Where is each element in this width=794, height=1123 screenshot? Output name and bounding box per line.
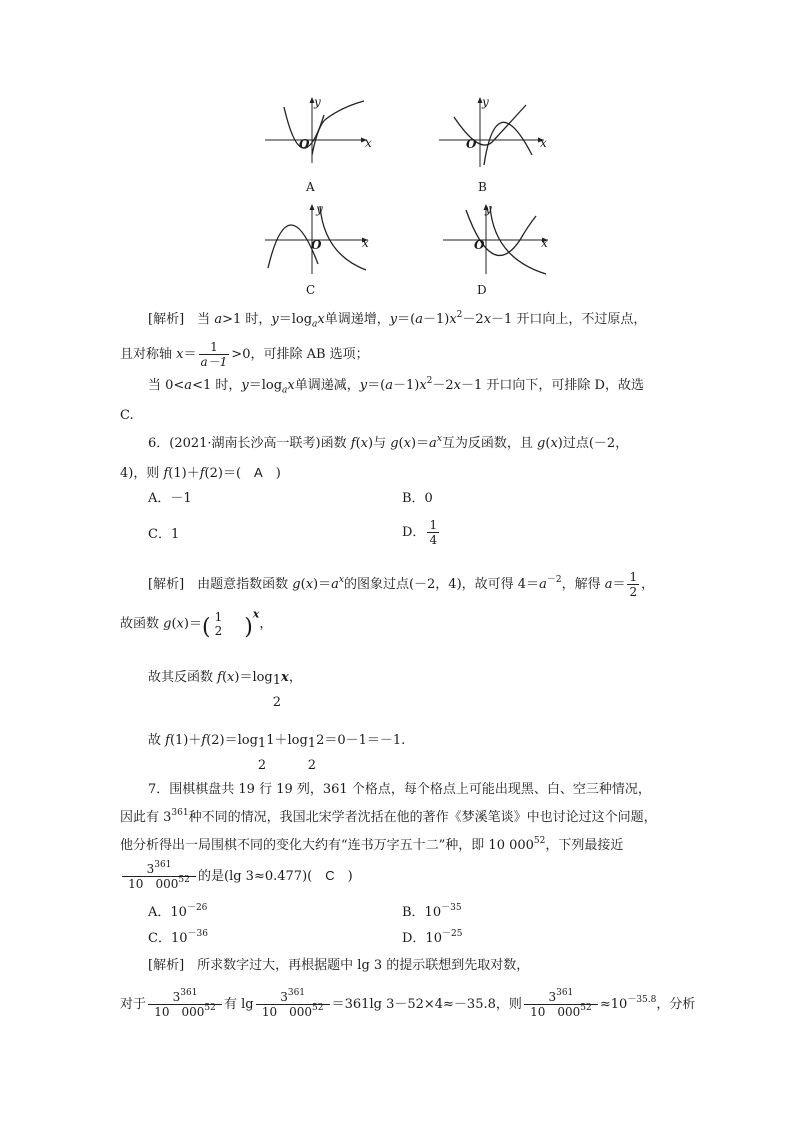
q6-analysis-line-1: [解析] 由题意指数函数 $g(x)=a^x$的图象过点(－2，4)，故可得 $4=a^{-2}$，解得 a＝ $\frac{1}{2}$ ， — [148, 570, 655, 599]
graph-d-y-label: y — [485, 202, 492, 216]
q7-stem-line-4: $\frac{3^{361}}{10 000^{52}}$ 的是(lg 3≈0.477)( C ) — [120, 862, 353, 891]
graph-d — [440, 202, 552, 277]
log-base: 1 2 — [272, 673, 282, 710]
fraction: $\frac{1}{2}$ — [629, 570, 638, 599]
graph-b — [436, 95, 548, 170]
q6-option-a: A．－1 — [148, 491, 192, 506]
graph-c-caption: C — [306, 283, 316, 297]
graph-a-origin: O — [299, 137, 310, 151]
q7-analysis-line-2: 对于 $\frac{3^{361}}{10 000^{52}}$ 有 lg $\frac{3^{361}}{10 000^{52}}$ ＝361lg 3－52×4≈－35.8，则 $\frac{3^{361}}{10 000^{52}}$ $\approx 10^{-35.8}$，分析 — [120, 988, 696, 1019]
q7-stem-line-3: 他分析得出一局围棋不同的变化大约有“连书万字五十二”种，即 10 $000^{52}$，下列最接近 — [120, 836, 624, 853]
graph-c-origin: O — [311, 238, 322, 252]
q7-option-a: A．$10^{-26}$ — [148, 903, 208, 920]
graph-c-y-label: y — [316, 202, 323, 216]
graph-b-x-label: x — [540, 136, 547, 150]
graph-c-x-label: x — [362, 236, 369, 250]
log-base: 1 2 — [257, 736, 267, 773]
graph-d-x-label: x — [541, 236, 548, 250]
fraction: $\frac{1}{4}$ — [429, 518, 438, 547]
graph-d-origin: O — [474, 238, 485, 252]
analysis-tag: [解析] — [148, 577, 185, 592]
q5-analysis-line-1: [解析] 当 a>1 时，$y=\log_ax$单调递增，$y=(a-1)x^2-2x-1$ 开口向上，不过原点， — [148, 310, 647, 330]
graph-b-y-label: y — [482, 95, 489, 109]
graph-a-x-label: x — [365, 136, 372, 150]
q6-stem-line-2: 4)，则 f(1)＋f(2)＝( A ) — [120, 465, 281, 481]
q5-analysis-line-3: 当 0<a<1 时，$y=\log_ax$单调递减，$y=(a-1)x^2-2x-1$ 开口向下，可排除 D，故选 — [148, 376, 644, 396]
fraction: $\frac{1}{a-1}$ — [200, 340, 228, 369]
q5-analysis-line-2: 且对称轴 x＝ $\frac{1}{a-1}$ >0，可排除 AB 选项； — [120, 340, 369, 369]
q7-option-d: D．$10^{-25}$ — [402, 929, 463, 946]
q6-analysis-line-4: 故 f(1)＋f(2)＝log 1 2 1＋log 1 2 2＝0－1＝－1. — [148, 733, 405, 777]
q6-answer: A — [254, 465, 263, 480]
graph-b-origin: O — [466, 137, 477, 151]
q6-stem-line-1: 6．(2021·湖南长沙高一联考)函数 f(x)与 $g(x)=a^x$互为反函数，且 g(x)过点(－2， — [148, 434, 629, 451]
fraction: $\frac{3^{361}}{10 000^{52}}$ — [148, 990, 222, 1019]
q7-answer: C — [325, 868, 335, 883]
graph-b-caption: B — [478, 180, 487, 194]
fraction: $\frac{3^{361}}{10 000^{52}}$ — [524, 990, 598, 1019]
q5-analysis-line-4: C. — [120, 408, 134, 423]
graph-a-y-label: y — [314, 95, 321, 109]
fraction: 1 2 — [214, 610, 223, 638]
q6-analysis-line-2: 故函数 g(x)＝( 1 2 )$^x$， — [120, 607, 273, 640]
q7-option-b: B．$10^{-35}$ — [402, 903, 462, 920]
q6-option-c: C．1 — [148, 527, 180, 542]
q6-analysis-line-3: 故其反函数 f(x)＝log 1 2 x， — [148, 670, 302, 714]
analysis-tag: [解析] — [148, 958, 185, 973]
graph-a-caption: A — [306, 180, 315, 194]
q6-option-d: D． $\frac{1}{4}$ — [402, 518, 438, 547]
fraction: $\frac{3^{361}}{10 000^{52}}$ — [122, 862, 196, 891]
q7-option-c: C．$10^{-36}$ — [148, 929, 208, 946]
q6-option-b: B．0 — [402, 491, 433, 506]
analysis-tag: [解析] — [148, 312, 185, 327]
fraction: $\frac{3^{361}}{10 000^{52}}$ — [256, 990, 330, 1019]
q7-stem-line-1: 7．围棋棋盘共 19 行 19 列，361 个格点，每个格点上可能出现黑、白、空三种情况， — [148, 782, 651, 797]
log-base: 1 2 — [307, 736, 317, 773]
q7-stem-line-2: 因此有 $3^{361}$种不同的情况，我国北宋学者沈括在他的著作《梦溪笔谈》中也讨论过这个问题， — [120, 808, 657, 825]
graph-d-caption: D — [477, 283, 487, 297]
q7-analysis-line-1: [解析] 所求数字过大，再根据题中 lg 3 的提示联想到先取对数， — [148, 958, 530, 973]
